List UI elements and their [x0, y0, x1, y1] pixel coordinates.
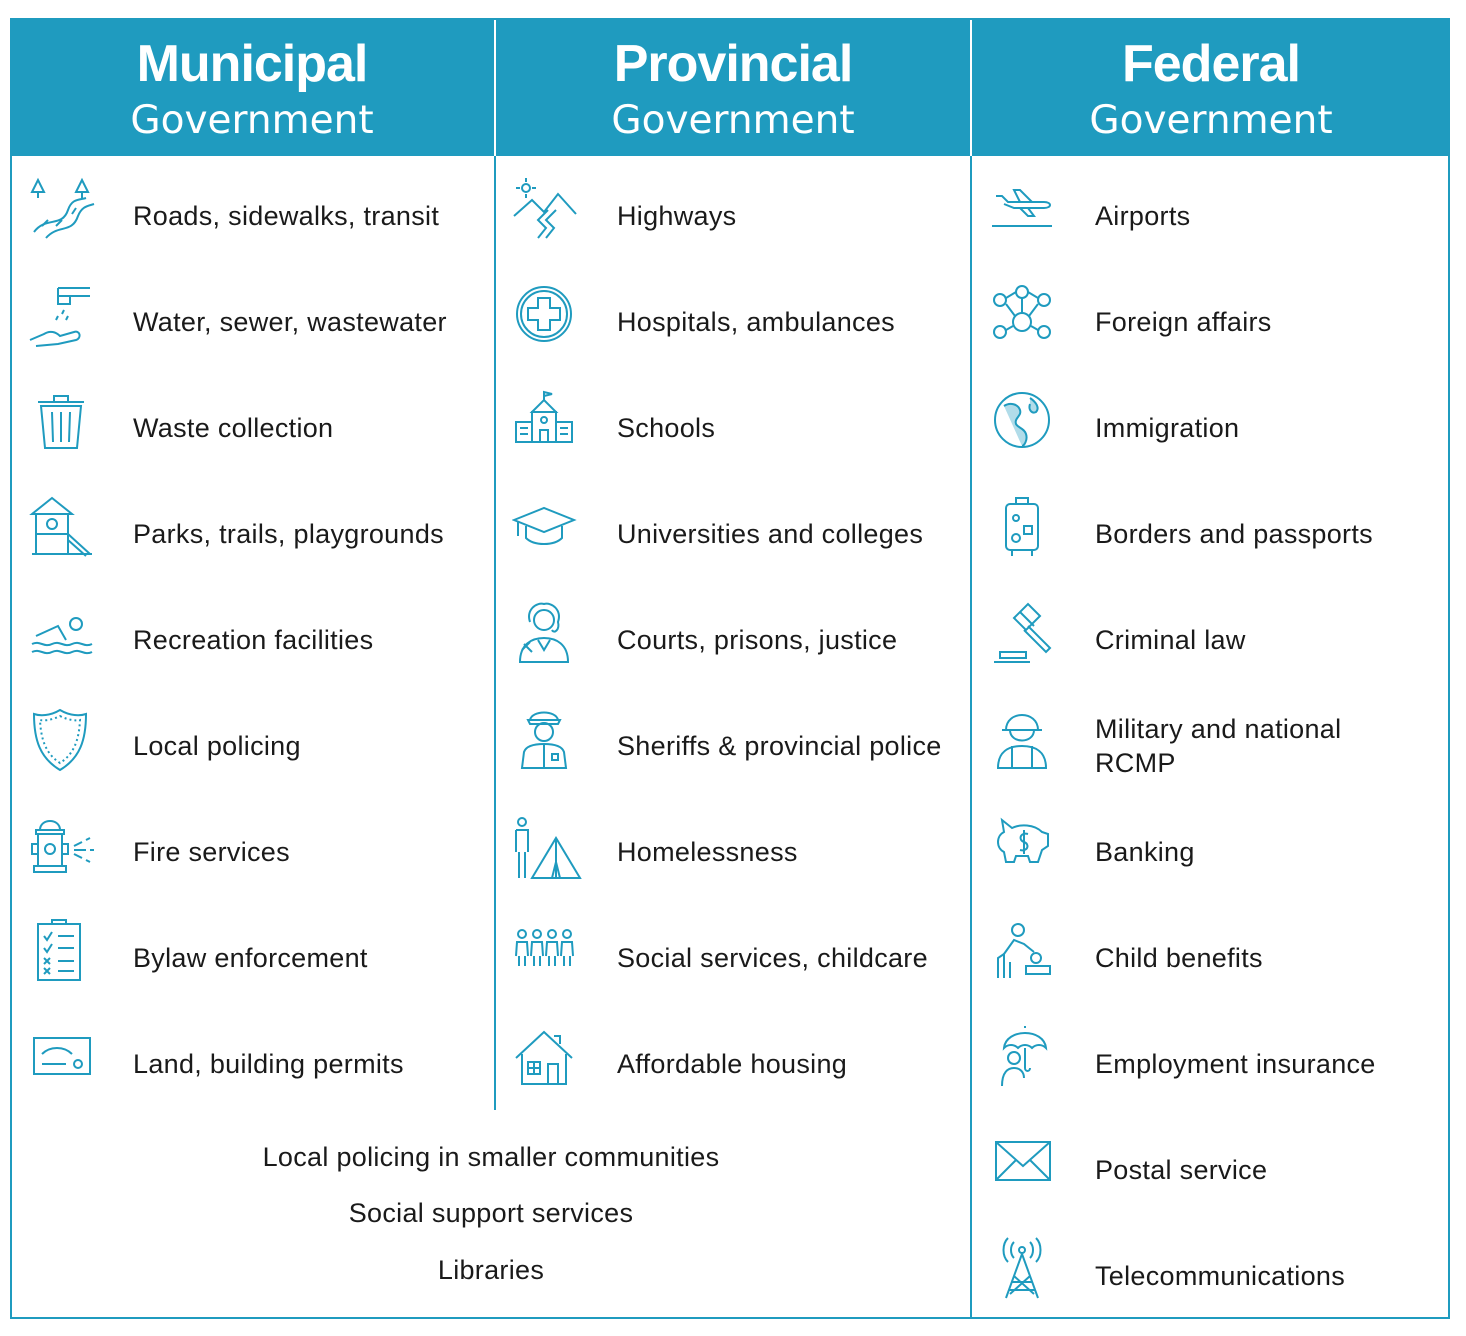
house-icon — [512, 1024, 582, 1094]
item-label: Local policing — [133, 731, 301, 761]
water-tap-icon — [28, 282, 98, 352]
list-item — [512, 282, 962, 362]
item-label: Water, sewer, wastewater — [133, 307, 447, 337]
header-municipal — [10, 18, 494, 156]
umbrella-person-icon — [990, 1024, 1060, 1094]
graduation-cap-icon — [512, 494, 582, 564]
mountain-highway-icon — [512, 176, 582, 246]
list-item — [512, 600, 962, 680]
item-label — [1095, 712, 1341, 780]
item-label: Immigration — [1095, 413, 1240, 443]
list-item — [990, 282, 1440, 362]
list-item — [990, 600, 1440, 680]
envelope-icon — [990, 1130, 1060, 1200]
list-item — [28, 706, 488, 786]
shared-item: Libraries — [437, 1255, 545, 1285]
list-item — [28, 812, 488, 892]
item-label: Banking — [1095, 837, 1195, 867]
family-group-icon — [512, 918, 582, 988]
list-item — [990, 1130, 1440, 1210]
list-item — [990, 1236, 1440, 1316]
column-title: Federal — [1122, 35, 1300, 93]
certificate-icon — [28, 1024, 98, 1094]
checklist-icon — [28, 918, 98, 988]
item-label: Courts, prisons, justice — [617, 625, 898, 655]
list-item — [990, 706, 1440, 786]
item-label: Fire services — [133, 837, 290, 867]
column-subtitle: Government — [611, 98, 855, 143]
header-federal — [972, 18, 1450, 156]
list-item — [512, 812, 962, 892]
radio-tower-icon — [990, 1236, 1060, 1306]
item-label-line-1: Military and national — [1095, 714, 1342, 744]
item-label: Affordable housing — [617, 1049, 848, 1079]
shared-item: Social support services — [348, 1198, 634, 1228]
shield-icon — [28, 706, 98, 776]
list-item — [990, 494, 1440, 574]
school-building-icon — [512, 388, 582, 458]
column-title: Provincial — [613, 35, 853, 93]
child-care-icon — [990, 918, 1060, 988]
judge-icon — [512, 600, 582, 670]
item-label: Highways — [617, 201, 737, 231]
list-item — [990, 176, 1440, 256]
item-label: Social services, childcare — [617, 943, 928, 973]
list-item — [512, 388, 962, 468]
list-item — [28, 388, 488, 468]
list-item — [512, 1024, 962, 1104]
column-title: Municipal — [136, 35, 368, 93]
item-label: Universities and colleges — [617, 519, 924, 549]
item-label: Foreign affairs — [1095, 307, 1272, 337]
airplane-icon — [990, 176, 1060, 246]
item-label: Land, building permits — [133, 1049, 404, 1079]
column-subtitle: Government — [130, 98, 374, 143]
item-label: Criminal law — [1095, 625, 1246, 655]
list-item — [990, 918, 1440, 998]
item-label-line-2: RCMP — [1095, 748, 1176, 778]
list-item — [28, 282, 488, 362]
list-item — [28, 1024, 488, 1104]
item-label: Postal service — [1095, 1155, 1268, 1185]
item-label: Hospitals, ambulances — [617, 307, 895, 337]
item-label: Airports — [1095, 201, 1191, 231]
item-label: Parks, trails, playgrounds — [133, 519, 444, 549]
road-icon — [28, 176, 98, 246]
medical-cross-icon — [512, 282, 582, 352]
divider-municipal-provincial — [494, 156, 496, 1110]
item-label: Borders and passports — [1095, 519, 1373, 549]
list-item — [28, 918, 488, 998]
gavel-icon — [990, 600, 1060, 670]
person-tent-icon — [512, 812, 582, 882]
playground-icon — [28, 494, 98, 564]
item-label: Telecommunications — [1095, 1261, 1346, 1291]
header-provincial — [496, 18, 970, 156]
list-item — [512, 918, 962, 998]
fire-hydrant-icon — [28, 812, 98, 882]
suitcase-icon — [990, 494, 1060, 564]
item-label: Employment insurance — [1095, 1049, 1376, 1079]
item-label: Bylaw enforcement — [133, 943, 368, 973]
column-subtitle: Government — [1089, 98, 1333, 143]
list-item — [512, 706, 962, 786]
shared-item: Local policing in smaller communities — [262, 1142, 720, 1172]
list-item — [512, 176, 962, 256]
trash-can-icon — [28, 388, 98, 458]
list-item — [28, 600, 488, 680]
list-item — [990, 812, 1440, 892]
item-label: Homelessness — [617, 837, 798, 867]
list-item — [28, 494, 488, 574]
network-people-icon — [990, 282, 1060, 352]
item-label: Schools — [617, 413, 716, 443]
item-label: Recreation facilities — [133, 625, 374, 655]
list-item — [28, 176, 488, 256]
list-item — [990, 1024, 1440, 1104]
item-label: Roads, sidewalks, transit — [133, 201, 440, 231]
police-officer-icon — [512, 706, 582, 776]
soldier-icon — [990, 706, 1060, 776]
list-item — [990, 388, 1440, 468]
piggy-bank-icon — [990, 812, 1060, 882]
item-label: Sheriffs & provincial police — [617, 731, 942, 761]
list-item — [512, 494, 962, 574]
swimmer-icon — [28, 600, 98, 670]
globe-icon — [990, 388, 1060, 458]
item-label: Waste collection — [133, 413, 334, 443]
item-label: Child benefits — [1095, 943, 1263, 973]
